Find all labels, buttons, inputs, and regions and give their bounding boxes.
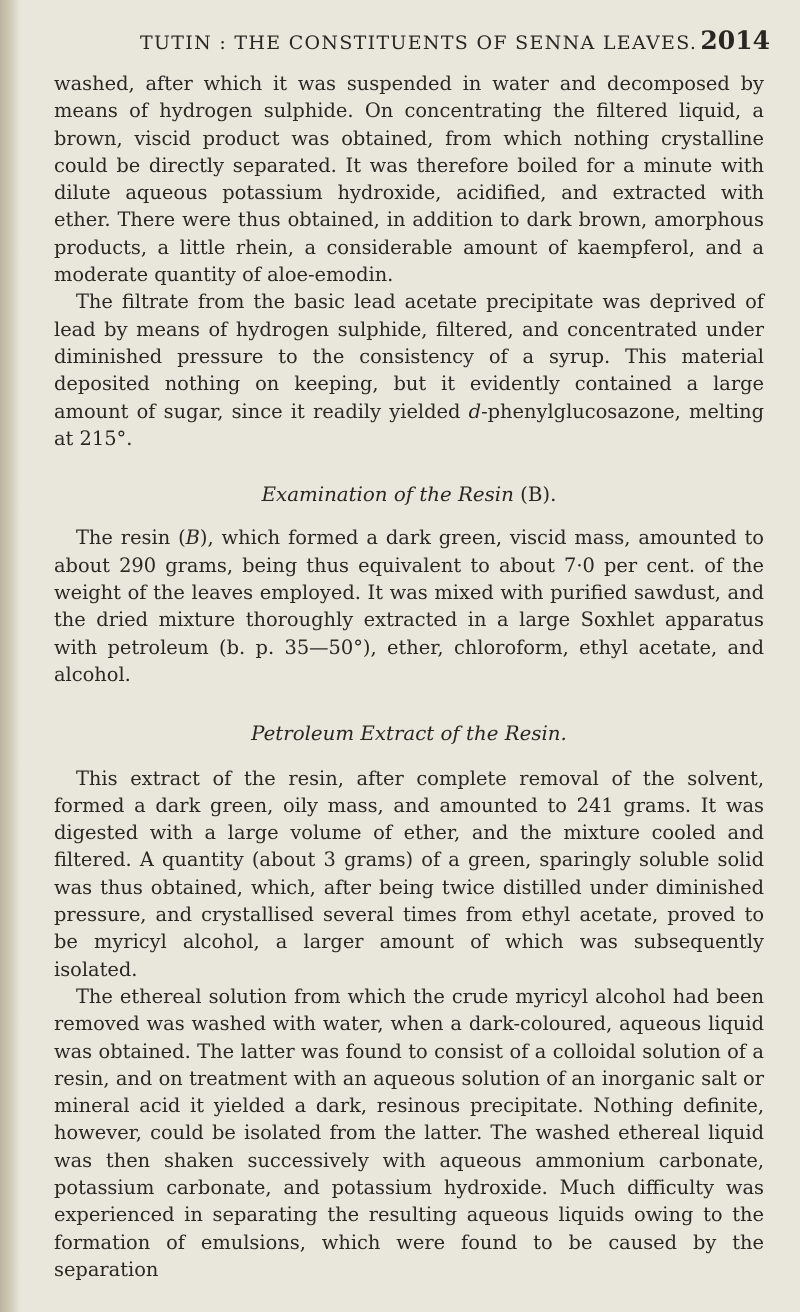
paragraph-1: washed, after which it was suspended in water and decomposed by means of hydrogen sulphide. On concentrating the filtered liquid, a brown, viscid product was obtained, from which nothing crystalline could be directly separated. It was therefore boiled for a minute with dilute aqueous potassium hydroxide, acidified, and extracted with ether. There were thus obtained, in addition to dark brown, amorphous products, a little rhein, a considerable amount of kaempferol, and a moderate quantity of aloe-emodin. [54, 72, 764, 287]
page-body [54, 70, 764, 1283]
paragraph-2-text-b: -phenylglucosazone, melting at 215°. [54, 399, 764, 450]
paragraph-3-text-b: ), which formed a dark green, viscid mass, amounted to about 290 grams, being thus equivalent to about 7·0 per cent. of the weight of the leaves employed. It was mixed with purified sawdust, and the dried mixture thoroughly extracted in a large Soxhlet apparatus with petroleum (b. p. 35—50°), ether, chloroform, ethyl acetate, and alcohol. [54, 526, 764, 686]
paragraph-2 [54, 288, 764, 452]
page-number: 2014 [700, 26, 770, 55]
paragraph-3-italic-b: B [185, 526, 200, 550]
paragraph-2-italic-d: d [468, 399, 482, 423]
page-header [82, 26, 770, 66]
section-heading-resin [54, 481, 764, 508]
paragraph-3-text-a: The resin ( [76, 526, 186, 550]
paragraph-3 [54, 524, 764, 688]
paragraph-5: The ethereal solution from which the crude myricyl alcohol had been removed was washed with water, when a dark-coloured, aqueous liquid was obtained. The latter was found to consist of a colloidal solution of a resin, and on treatment with an aqueous solution of an inorganic salt or mineral acid it yielded a dark, resinous precipitate. Nothing definite, however, could be isolated from the latter. The washed ethereal liquid was then shaken successively with aqueous ammonium carbonate, potassium carbonate, and potassium hydroxide. Much difficulty was experienced in separating the resulting aqueous liquids owing to the formation of emulsions, which were found to be caused by the separation [54, 984, 764, 1281]
section-heading-resin-text: Examination of the Resin [261, 483, 514, 507]
running-head: TUTIN : THE CONSTITUENTS OF SENNA LEAVES. [140, 32, 698, 54]
paragraph-2-text-a: The filtrate from the basic lead acetate precipitate was deprived of lead by means of hydrogen sulphide, filtered, and concentrated under diminished pressure to the consistency of a syrup. This material deposited nothing on keeping, but it evidently contained a large amount of sugar, since it readily yielded [54, 290, 764, 423]
section-heading-resin-suffix: (B). [520, 483, 557, 507]
section-heading-petroleum: Petroleum Extract of the Resin. [251, 722, 567, 746]
paragraph-4: This extract of the resin, after complete removal of the solvent, formed a dark green, oily mass, and amounted to 241 grams. It was digested with a large volume of ether, and the mixture cooled and filtered. A quantity (about 3 grams) of a green, sparingly soluble solid was thus obtained, which, after being twice distilled under diminished pressure, and crystallised several times from ethyl acetate, proved to be myricyl alcohol, a larger amount of which was subsequently isolated. [54, 766, 764, 981]
